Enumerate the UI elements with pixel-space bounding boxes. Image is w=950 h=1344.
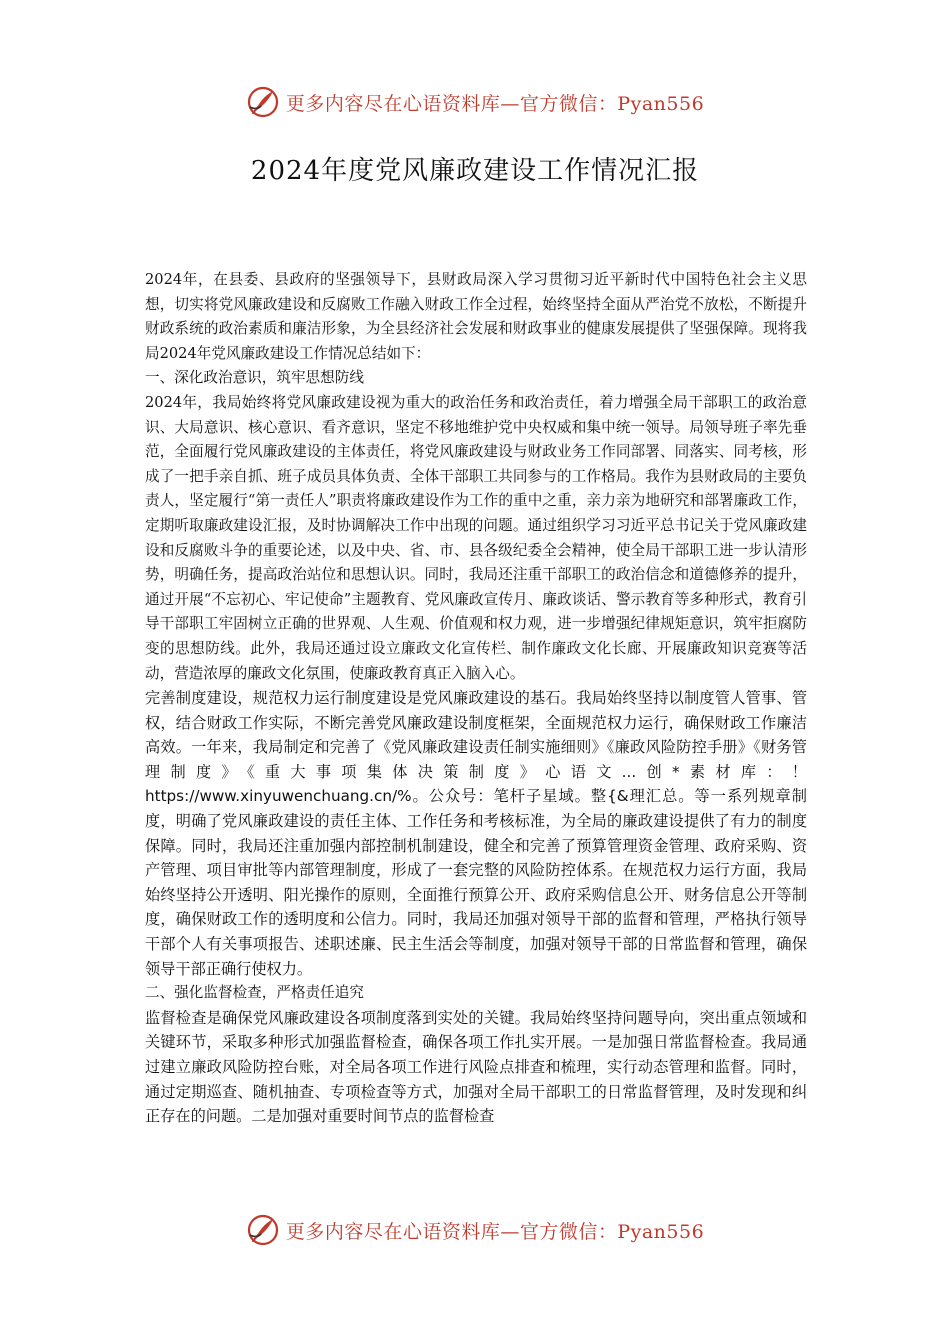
footer-banner bbox=[0, 1210, 950, 1250]
section-2-paragraph: 监督检查是确保党风廉政建设各项制度落到实处的关键。我局始终坚持问题导向，突出重点领域和关键环节，采取多种形式加强监督检查，确保各项工作扎实开展。一是加强日常监督检查。我局通过建立廉政风险防控台账，对全局各项工作进行风险点排查和梳理，实行动态管理和监督。同时，通过定期巡查、随机抽查、专项检查等方式，加强对全局干部职工的日常监督管理，及时发现和纠正存在的问题。二是加强对重要时间节点的监督检查 bbox=[145, 1008, 807, 1126]
section-1-paragraph: 2024年，我局始终将党风廉政建设视为重大的政治任务和政治责任，着力增强全局干部职工的政治意识、大局意识、核心意识、看齐意识，坚定不移地维护党中央权威和集中统一领导。局领导班子率先垂范，全面履行党风廉政建设的主体责任，将党风廉政建设与财政业务工作同部署、同落实、同考核，形成了一把手亲自抓、班子成员具体负责、全体干部职工共同参与的工作格局。我作为县财政局的主要负责人，坚定履行“第一责任人”职责将廉政建设作为工作的重中之重，亲力亲为地研究和部署廉政工作，定期听取廉政建设汇报，及时协调解决工作中出现的问题。通过组织学习习近平总书记关于党风廉政建设和反腐败斗争的重要论述，以及中央、省、市、县各级纪委全会精神，使全局干部职工进一步认清形势，明确任务，提高政治站位和思想认识。同时，我局还注重干部职工的政治信念和道德修养的提升，通过开展“不忘初心、牢记使命”主题教育、党风廉政宣传月、廉政谈话、警示教育等多种形式，教育引导干部职工牢固树立正确的世界观、人生观、价值观和权力观，进一步增强纪律规矩意识，筑牢拒腐防变的思想防线。此外，我局还通过设立廉政文化宣传栏、制作廉政文化长廊、开展廉政知识竞赛等活动，营造浓厚的廉政文化氛围，使廉政教育真正入脑入心。 bbox=[145, 393, 807, 682]
header-banner bbox=[0, 82, 950, 122]
section-heading-1: 一、深化政治意识，筑牢思想防线 bbox=[145, 369, 364, 387]
document-body bbox=[145, 268, 807, 1129]
banner-text: 更多内容尽在心语资料库—官方微信：Pyan556 bbox=[285, 1220, 705, 1243]
quill-pen-logo-icon bbox=[246, 1213, 280, 1247]
document-title: 2024年度党风廉政建设工作情况汇报 bbox=[250, 156, 700, 186]
banner-text: 更多内容尽在心语资料库—官方微信：Pyan556 bbox=[285, 92, 705, 115]
intro-paragraph: 2024年，在县委、县政府的坚强领导下，县财政局深入学习贯彻习近平新时代中国特色社会主义思想，切实将党风廉政建设和反腐败工作融入财政工作全过程，始终坚持全面从严治党不放松，不断提升财政系统的政治素质和廉洁形象，为全县经济社会发展和财政事业的健康发展提供了坚强保障。现将我局2024年党风廉政建设工作情况总结如下： bbox=[145, 271, 807, 362]
quill-pen-logo-icon bbox=[246, 85, 280, 119]
institution-paragraph: 完善制度建设，规范权力运行制度建设是党风廉政建设的基石。我局始终坚持以制度管人管事、管权，结合财政工作实际，不断完善党风廉政建设制度框架，全面规范权力运行，确保财政工作廉洁高效。一年来，我局制定和完善了《党风廉政建设责任制实施细则》《廉政风险防控手册》《财务管理制度》《重大事项集体决策制度》心语文...创*素材库：！https://www.xinyuwenchuang.cn/%。公众号：笔杆子星域。整{&理汇总。等一系列规章制度，明确了党风廉政建设的责任主体、工作任务和考核标准，为全局的廉政建设提供了有力的制度保障。同时，我局还注重加强内部控制机制建设，健全和完善了预算管理资金管理、政府采购、资产管理、项目审批等内部管理制度，形成了一套完整的风险防控体系。在规范权力运行方面，我局始终坚持公开透明、阳光操作的原则，全面推行预算公开、政府采购信息公开、财务信息公开等制度，确保财政工作的透明度和公信力。同时，我局还加强对领导干部的监督和管理，严格执行领导干部个人有关事项报告、述职述廉、民主生活会等制度，加强对领导干部的日常监督和管理，确保领导干部正确行使权力。 bbox=[145, 689, 807, 978]
section-heading-2: 二、强化监督检查，严格责任追究 bbox=[145, 984, 364, 1002]
